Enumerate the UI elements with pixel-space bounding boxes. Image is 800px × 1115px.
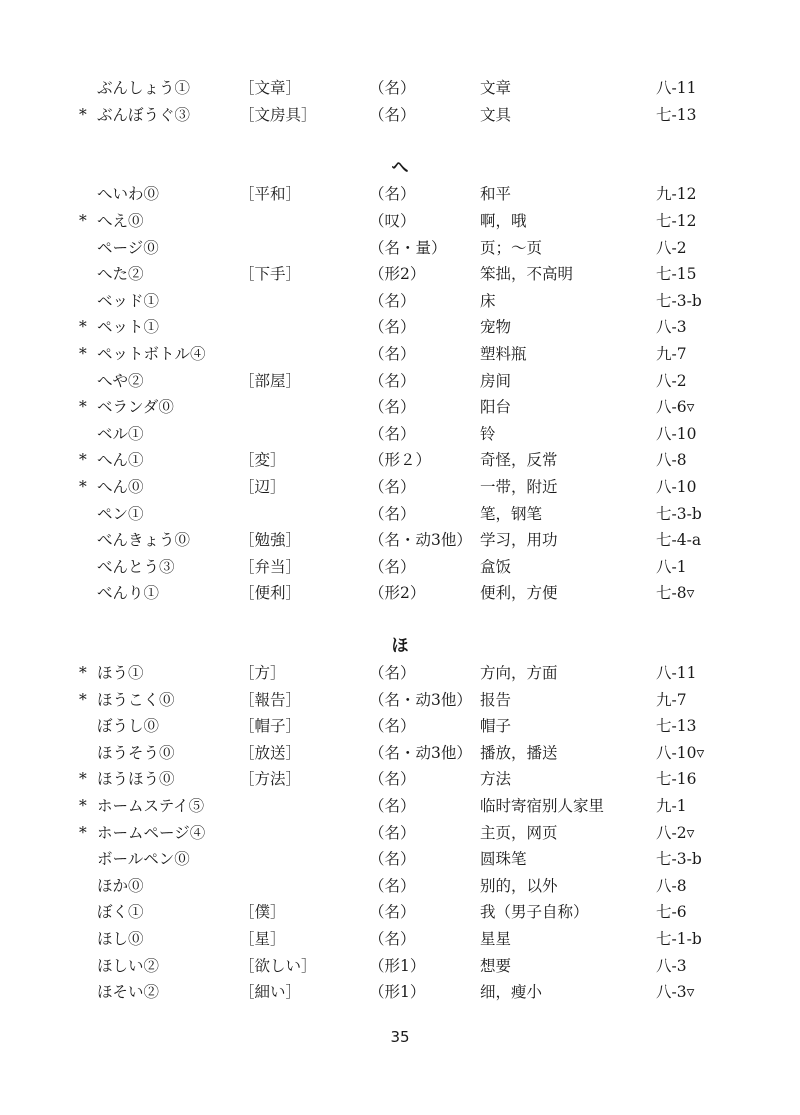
new-word-marker: * (79, 664, 87, 682)
meaning: 和平 (480, 185, 512, 204)
vocab-entry (0, 740, 800, 766)
vocab-entry (0, 660, 800, 686)
part-of-speech: （形1） (369, 956, 426, 975)
part-of-speech: （名） (369, 185, 416, 204)
reading: へや② (97, 371, 144, 390)
meaning: 方向，方面 (480, 664, 558, 682)
lesson-ref: 九-7 (656, 690, 687, 709)
part-of-speech: （名） (369, 876, 416, 895)
vocab-entry (0, 713, 800, 739)
part-of-speech: （名） (369, 79, 416, 97)
meaning: 塑料瓶 (480, 344, 527, 363)
part-of-speech: （叹） (369, 211, 416, 230)
lesson-ref: 八-10 (656, 424, 697, 443)
vocab-entry (0, 820, 800, 846)
new-word-marker: * (79, 477, 87, 496)
meaning: 奇怪，反常 (480, 451, 558, 470)
lesson-ref: 八-11 (656, 79, 697, 97)
part-of-speech: （名） (369, 797, 416, 815)
reading: へん① (97, 451, 144, 470)
part-of-speech: （名・量） (369, 238, 447, 257)
lesson-ref: 八-8 (656, 451, 687, 470)
lesson-ref: 七-3-b (656, 504, 702, 523)
part-of-speech: （名） (369, 823, 416, 842)
part-of-speech: （形2） (369, 265, 426, 284)
meaning: 页；～页 (480, 238, 543, 257)
part-of-speech: （名） (369, 664, 416, 682)
meaning: 房间 (480, 371, 512, 390)
kanji-form: ［便利］ (239, 584, 302, 603)
vocab-entry (0, 447, 800, 473)
meaning: 细，瘦小 (480, 983, 543, 1002)
lesson-ref: 七-6 (656, 903, 687, 922)
reading: ベッド① (97, 291, 160, 310)
vocab-entry (0, 102, 800, 128)
reading: ぶんしょう① (97, 79, 191, 97)
kanji-form: ［文房具］ (239, 105, 317, 124)
lesson-ref: 七-3-b (656, 850, 702, 869)
reading: へいわ⓪ (97, 185, 160, 204)
reading: ほか⓪ (97, 876, 144, 895)
vocab-entry (0, 288, 800, 314)
part-of-speech: （名） (369, 557, 416, 576)
part-of-speech: （名） (369, 318, 416, 337)
part-of-speech: （名） (369, 371, 416, 390)
lesson-ref: 八-2▿ (656, 823, 695, 842)
reading: ほう① (97, 664, 144, 682)
new-word-marker: * (79, 770, 87, 789)
kanji-form: ［弁当］ (239, 557, 302, 576)
kanji-form: ［文章］ (239, 79, 302, 97)
kanji-form: ［下手］ (239, 265, 302, 284)
kanji-form: ［欲しい］ (239, 956, 317, 975)
vocab-entry (0, 421, 800, 447)
kanji-form: ［帽子］ (239, 717, 302, 736)
reading: ぶんぼうぐ③ (97, 105, 191, 124)
part-of-speech: （形２） (369, 451, 432, 470)
new-word-marker: * (79, 451, 87, 470)
vocab-entry (0, 208, 800, 234)
kanji-form: ［方法］ (239, 770, 302, 789)
part-of-speech: （名） (369, 903, 416, 922)
section-heading: ほ (391, 636, 409, 657)
reading: ほし⓪ (97, 930, 144, 948)
part-of-speech: （名） (369, 850, 416, 869)
meaning: 文章 (480, 79, 512, 97)
reading: ホームページ④ (97, 823, 206, 842)
vocab-entry (0, 846, 800, 872)
lesson-ref: 八-8 (656, 876, 687, 895)
lesson-ref: 八-10▿ (656, 743, 705, 762)
new-word-marker: * (79, 105, 87, 124)
part-of-speech: （名） (369, 770, 416, 789)
reading: ペット① (97, 318, 160, 337)
lesson-ref: 八-1 (656, 557, 687, 576)
lesson-ref: 七-8▿ (656, 584, 695, 603)
kanji-form: ［勉強］ (239, 531, 302, 550)
reading: ぼく① (97, 903, 144, 922)
vocab-entry (0, 368, 800, 394)
reading: ベル① (97, 424, 144, 443)
vocab-entry (0, 554, 800, 580)
meaning: 帽子 (480, 717, 512, 736)
kanji-form: ［細い］ (239, 983, 302, 1002)
meaning: 盒饭 (480, 557, 512, 576)
vocab-entry (0, 341, 800, 367)
reading: ページ⓪ (97, 238, 159, 257)
lesson-ref: 七-3-b (656, 291, 702, 310)
kanji-form: ［放送］ (239, 743, 302, 762)
meaning: 阳台 (480, 398, 512, 417)
lesson-ref: 八-11 (656, 664, 697, 682)
vocab-entry (0, 394, 800, 420)
part-of-speech: （名） (369, 291, 416, 310)
vocab-entry (0, 873, 800, 899)
part-of-speech: （名・动3他） (369, 690, 472, 709)
reading: ペン① (97, 504, 144, 523)
part-of-speech: （名） (369, 504, 416, 523)
vocab-entry (0, 501, 800, 527)
kanji-form: ［辺］ (239, 477, 286, 496)
part-of-speech: （名） (369, 424, 416, 443)
meaning: 啊，哦 (480, 211, 527, 230)
part-of-speech: （名） (369, 477, 416, 496)
meaning: 笔，钢笔 (480, 504, 543, 523)
reading: べんとう③ (97, 557, 175, 576)
lesson-ref: 七-1-b (656, 930, 702, 948)
lesson-ref: 九-1 (656, 797, 687, 815)
vocab-entry (0, 766, 800, 792)
vocab-entry (0, 580, 800, 606)
kanji-form: ［変］ (239, 451, 286, 470)
lesson-ref: 七-15 (656, 265, 697, 284)
reading: ほうそう⓪ (97, 743, 175, 762)
reading: ほうほう⓪ (97, 770, 175, 789)
new-word-marker: * (79, 211, 87, 230)
reading: べんり① (97, 584, 160, 603)
kanji-form: ［部屋］ (239, 371, 302, 390)
new-word-marker: * (79, 797, 87, 815)
vocab-entry (0, 181, 800, 207)
lesson-ref: 七-4-a (656, 531, 702, 550)
lesson-ref: 八-3 (656, 318, 687, 337)
kanji-form: ［報告］ (239, 690, 302, 709)
lesson-ref: 七-13 (656, 717, 697, 736)
new-word-marker: * (79, 318, 87, 337)
meaning: 铃 (480, 424, 496, 443)
meaning: 播放，播送 (480, 743, 558, 762)
meaning: 圆珠笔 (480, 850, 527, 869)
reading: ペットボトル④ (97, 344, 206, 363)
kanji-form: ［星］ (239, 930, 286, 948)
reading: べんきょう⓪ (97, 531, 191, 550)
section-heading: へ (391, 157, 409, 178)
reading: ほうこく⓪ (97, 690, 175, 709)
lesson-ref: 九-12 (656, 185, 697, 204)
vocab-entry (0, 527, 800, 553)
new-word-marker: * (79, 344, 87, 363)
lesson-ref: 九-7 (656, 344, 687, 363)
vocab-entry (0, 793, 800, 819)
vocab-entry (0, 235, 800, 261)
meaning: 文具 (480, 105, 512, 124)
meaning: 便利，方便 (480, 584, 558, 603)
reading: ボールペン⓪ (97, 850, 190, 869)
page-number: 35 (390, 1028, 410, 1046)
part-of-speech: （名） (369, 930, 416, 948)
vocab-entry (0, 687, 800, 713)
reading: ベランダ⓪ (97, 398, 174, 417)
meaning: 我（男子自称） (480, 903, 589, 922)
part-of-speech: （名） (369, 105, 416, 124)
vocab-entry (0, 261, 800, 287)
part-of-speech: （名） (369, 398, 416, 417)
meaning: 别的，以外 (480, 876, 558, 895)
vocab-entry (0, 314, 800, 340)
meaning: 星星 (480, 930, 512, 948)
new-word-marker: * (79, 398, 87, 417)
meaning: 报告 (480, 690, 512, 709)
part-of-speech: （名・动3他） (369, 531, 472, 550)
meaning: 想要 (480, 956, 512, 975)
new-word-marker: * (79, 690, 87, 709)
new-word-marker: * (79, 823, 87, 842)
vocab-entry (0, 899, 800, 925)
reading: ほしい② (97, 956, 160, 975)
meaning: 床 (480, 291, 496, 310)
vocab-entry (0, 953, 800, 979)
part-of-speech: （名・动3他） (369, 743, 472, 762)
reading: へえ⓪ (97, 211, 144, 230)
vocab-entry (0, 474, 800, 500)
lesson-ref: 八-6▿ (656, 398, 695, 417)
reading: ぼうし⓪ (97, 717, 160, 736)
meaning: 一带，附近 (480, 477, 558, 496)
kanji-form: ［僕］ (239, 903, 286, 922)
reading: へた② (97, 265, 144, 284)
reading: ホームステイ⑤ (97, 797, 205, 815)
lesson-ref: 八-10 (656, 477, 697, 496)
vocab-entry (0, 75, 800, 101)
meaning: 主页，网页 (480, 823, 558, 842)
meaning: 方法 (480, 770, 512, 789)
meaning: 笨拙，不高明 (480, 265, 574, 284)
reading: へん⓪ (97, 477, 144, 496)
lesson-ref: 七-13 (656, 105, 697, 124)
kanji-form: ［方］ (239, 664, 286, 682)
vocab-entry (0, 926, 800, 952)
lesson-ref: 八-3 (656, 956, 687, 975)
vocab-entry (0, 979, 800, 1005)
meaning: 学习，用功 (480, 531, 558, 550)
part-of-speech: （名） (369, 717, 416, 736)
part-of-speech: （名） (369, 344, 416, 363)
lesson-ref: 八-2 (656, 371, 687, 390)
lesson-ref: 八-3▿ (656, 983, 695, 1002)
meaning: 临时寄宿别人家里 (480, 797, 605, 815)
lesson-ref: 八-2 (656, 238, 687, 257)
reading: ほそい② (97, 983, 160, 1002)
lesson-ref: 七-16 (656, 770, 697, 789)
lesson-ref: 七-12 (656, 211, 697, 230)
meaning: 宠物 (480, 318, 512, 337)
kanji-form: ［平和］ (239, 185, 302, 204)
part-of-speech: （形1） (369, 983, 426, 1002)
part-of-speech: （形2） (369, 584, 426, 603)
